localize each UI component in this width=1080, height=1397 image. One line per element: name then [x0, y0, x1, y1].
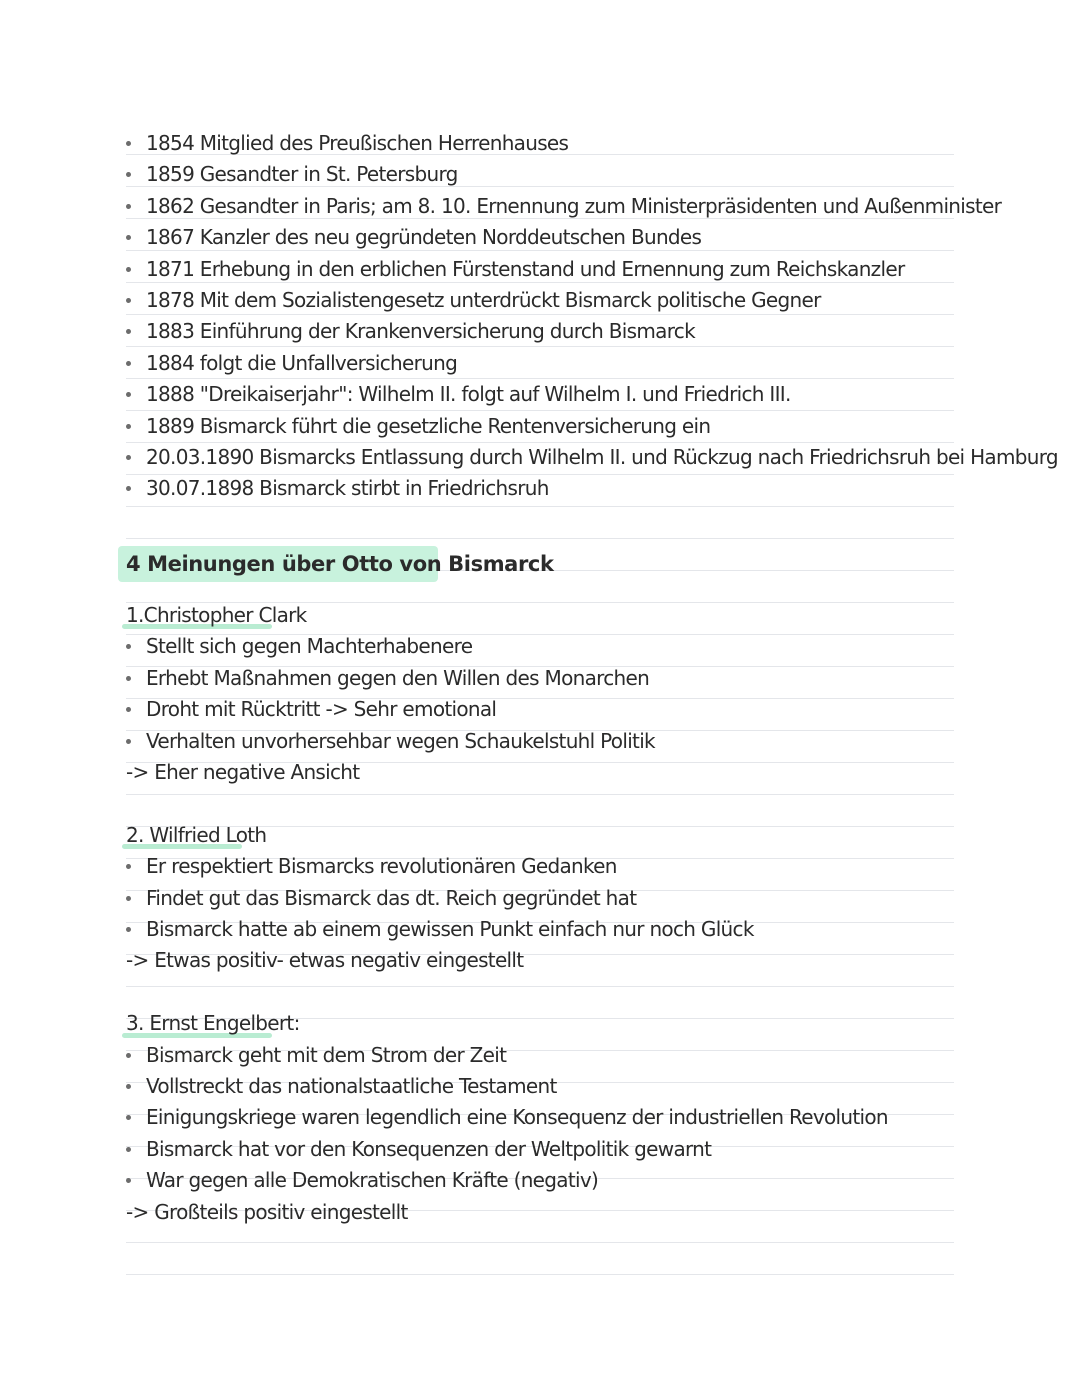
- opinion-point-text: War gegen alle Demokratischen Kräfte (negativ): [146, 1168, 599, 1193]
- opinion-point-text: Erhebt Maßnahmen gegen den Willen des Monarchen: [146, 665, 650, 690]
- opinion-block-engelbert: [126, 1008, 954, 1228]
- opinion-point-text: Bismarck hatte ab einem gewissen Punkt einfach nur noch Glück: [146, 916, 754, 941]
- opinion-point-text: Er respektiert Bismarcks revolutionären Gedanken: [146, 854, 617, 879]
- bullet-icon: [126, 235, 131, 240]
- timeline-item: [126, 159, 954, 190]
- opinion-point: [126, 1134, 954, 1165]
- bullet-icon: [126, 361, 131, 366]
- timeline-item: [126, 379, 954, 410]
- opinion-title: [126, 1008, 300, 1039]
- bullet-icon: [126, 1178, 131, 1183]
- opinion-point-text: Verhalten unvorhersehbar wegen Schaukelstuhl Politik: [146, 728, 655, 753]
- opinion-conclusion: [126, 945, 954, 976]
- timeline-item: [126, 411, 954, 442]
- timeline-text: 1889 Bismarck führt die gesetzliche Rentenversicherung ein: [146, 413, 711, 438]
- bullet-icon: [126, 644, 131, 649]
- section-heading: [126, 544, 954, 588]
- timeline-list: [126, 128, 1058, 505]
- timeline-item: [126, 348, 954, 379]
- opinion-point-text: Droht mit Rücktritt -> Sehr emotional: [146, 697, 497, 722]
- bullet-icon: [126, 1147, 131, 1152]
- bullet-icon: [126, 896, 131, 901]
- opinion-title-row: [126, 1008, 954, 1039]
- opinion-point: [126, 631, 954, 662]
- bullet-icon: [126, 1084, 131, 1089]
- opinion-point: [126, 883, 954, 914]
- timeline-item: [126, 316, 954, 347]
- bullet-icon: [126, 141, 131, 146]
- timeline-text: 1888 "Dreikaiserjahr": Wilhelm II. folgt auf Wilhelm I. und Friedrich III.: [146, 382, 791, 407]
- opinion-conclusion-text: -> Großteils positiv eingestellt: [126, 1199, 408, 1224]
- opinion-point: [126, 694, 954, 725]
- timeline-item: [126, 285, 954, 316]
- opinion-title-text: 3. Ernst Engelbert:: [126, 1011, 300, 1036]
- timeline-text: 1884 folgt die Unfallversicherung: [146, 350, 458, 375]
- bullet-icon: [126, 927, 131, 932]
- opinion-conclusion: [126, 1197, 954, 1228]
- bullet-icon: [126, 392, 131, 397]
- bullet-icon: [126, 1053, 131, 1058]
- timeline-item: [126, 222, 954, 253]
- opinion-point-text: Einigungskriege waren legendlich eine Konsequenz der industriellen Revolution: [146, 1105, 888, 1130]
- opinion-title: [126, 820, 266, 851]
- opinion-block-loth: [126, 820, 954, 977]
- timeline-text: 1859 Gesandter in St. Petersburg: [146, 162, 458, 187]
- timeline-text: 1871 Erhebung in den erblichen Fürstenstand und Ernennung zum Reichskanzler: [146, 256, 905, 281]
- timeline-item: [126, 254, 954, 285]
- opinion-title-row: [126, 600, 954, 631]
- bullet-icon: [126, 298, 131, 303]
- opinion-point: [126, 1071, 954, 1102]
- timeline-text: 1878 Mit dem Sozialistengesetz unterdrückt Bismarck politische Gegner: [146, 287, 821, 312]
- bullet-icon: [126, 707, 131, 712]
- bullet-icon: [126, 486, 131, 491]
- opinion-block-clark: [126, 600, 954, 788]
- timeline-item: [126, 473, 954, 504]
- opinion-point: [126, 1165, 954, 1196]
- bullet-icon: [126, 424, 131, 429]
- bullet-icon: [126, 864, 131, 869]
- timeline-text: 20.03.1890 Bismarcks Entlassung durch Wilhelm II. und Rückzug nach Friedrichsruh bei Hamburg: [146, 444, 1058, 469]
- timeline-text: 1862 Gesandter in Paris; am 8. 10. Ernennung zum Ministerpräsidenten und Außenminister: [146, 193, 1002, 218]
- timeline-item: [126, 442, 1058, 473]
- opinion-point: [126, 1040, 954, 1071]
- timeline-text: 30.07.1898 Bismarck stirbt in Friedrichsruh: [146, 476, 549, 501]
- spacer: [126, 977, 954, 1008]
- opinion-point: [126, 1102, 954, 1133]
- bullet-icon: [126, 455, 131, 460]
- opinion-point-text: Bismarck hat vor den Konsequenzen der Weltpolitik gewarnt: [146, 1136, 712, 1161]
- opinion-title-text: 1.Christopher Clark: [126, 603, 307, 628]
- opinion-point: [126, 914, 954, 945]
- opinion-point-text: Bismarck geht mit dem Strom der Zeit: [146, 1042, 507, 1067]
- spacer: [126, 788, 954, 819]
- bullet-icon: [126, 267, 131, 272]
- opinion-conclusion-text: -> Eher negative Ansicht: [126, 760, 360, 785]
- bullet-icon: [126, 329, 131, 334]
- opinion-title-text: 2. Wilfried Loth: [126, 822, 267, 847]
- spacer: [126, 505, 954, 536]
- opinion-conclusion: [126, 757, 954, 788]
- timeline-text: 1883 Einführung der Krankenversicherung durch Bismarck: [146, 319, 695, 344]
- timeline-text: 1867 Kanzler des neu gegründeten Norddeutschen Bundes: [146, 225, 702, 250]
- bullet-icon: [126, 172, 131, 177]
- timeline-item: [126, 128, 954, 159]
- page-margin-left: [0, 0, 126, 1397]
- opinion-point: [126, 663, 954, 694]
- bullet-icon: [126, 676, 131, 681]
- bullet-icon: [126, 1115, 131, 1120]
- opinion-point: [126, 851, 954, 882]
- bullet-icon: [126, 204, 131, 209]
- opinion-conclusion-text: -> Etwas positiv- etwas negativ eingestellt: [126, 948, 524, 973]
- opinion-title-row: [126, 820, 954, 851]
- timeline-text: 1854 Mitglied des Preußischen Herrenhauses: [146, 131, 569, 155]
- opinion-point-text: Vollstreckt das nationalstaatliche Testament: [146, 1073, 557, 1098]
- notes-content: [126, 128, 1058, 1228]
- bullet-icon: [126, 739, 131, 744]
- timeline-item: [126, 191, 1002, 222]
- opinion-point-text: Findet gut das Bismarck das dt. Reich gegründet hat: [146, 885, 637, 910]
- opinion-point: [126, 726, 954, 757]
- opinion-point-text: Stellt sich gegen Machterhabenere: [146, 634, 473, 659]
- opinion-title: [126, 600, 307, 631]
- section-title: 4 Meinungen über Otto von Bismarck: [126, 552, 554, 577]
